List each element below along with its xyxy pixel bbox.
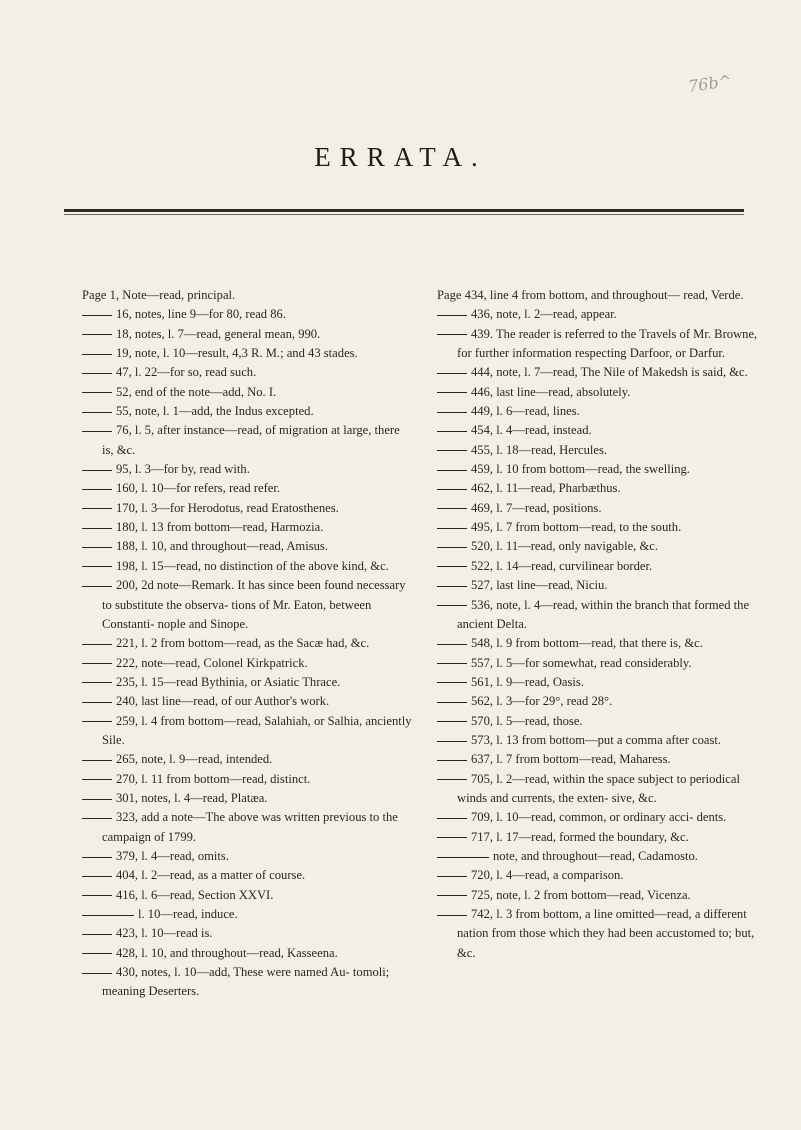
ditto-dash <box>437 702 467 703</box>
erratum-entry <box>437 479 767 498</box>
ditto-dash <box>82 721 112 722</box>
erratum-entry <box>82 789 412 808</box>
erratum-text: 222, note—read, Colonel Kirkpatrick. <box>116 655 308 670</box>
ditto-dash <box>437 857 489 858</box>
erratum-entry <box>437 770 767 809</box>
erratum-entry <box>82 363 412 382</box>
ditto-dash <box>82 934 112 935</box>
ditto-dash <box>82 354 112 355</box>
ditto-dash <box>82 644 112 645</box>
ditto-dash <box>437 663 467 664</box>
ditto-dash <box>437 586 467 587</box>
erratum-text: 235, l. 15—read Bythinia, or Asiatic Thrace. <box>116 674 341 689</box>
erratum-entry <box>82 499 412 518</box>
erratum-text: 428, l. 10, and throughout—read, Kasseena. <box>116 945 338 960</box>
erratum-text: 55, note, l. 1—add, the Indus excepted. <box>116 404 314 419</box>
ditto-dash <box>82 431 112 432</box>
erratum-text: 446, last line—read, absolutely. <box>471 384 631 399</box>
erratum-text: 180, l. 13 from bottom—read, Harmozia. <box>116 520 324 535</box>
erratum-entry <box>82 673 412 692</box>
erratum-entry <box>437 499 767 518</box>
ditto-dash <box>437 470 467 471</box>
ditto-dash <box>437 741 467 742</box>
erratum-text: 430, notes, l. 10—add, These were named Au- tomoli; meaning Deserters. <box>102 965 390 999</box>
erratum-text: 1, Note—read, principal. <box>109 288 236 302</box>
ditto-dash <box>82 779 112 780</box>
erratum-entry <box>437 673 767 692</box>
ditto-dash <box>82 953 112 954</box>
erratum-text: 573, l. 13 from bottom—put a comma after coast. <box>471 732 722 747</box>
erratum-text: 18, notes, l. 7—read, general mean, 990. <box>116 326 321 341</box>
erratum-text: 19, note, l. 10—result, 4,3 R. M.; and 43 stades. <box>116 346 358 361</box>
ditto-dash <box>437 837 467 838</box>
right-column <box>437 286 767 963</box>
ditto-dash <box>82 315 112 316</box>
ditto-dash <box>82 373 112 374</box>
ditto-dash <box>82 857 112 858</box>
erratum-entry <box>437 557 767 576</box>
ditto-dash <box>82 799 112 800</box>
erratum-text: 720, l. 4—read, a comparison. <box>471 868 624 883</box>
erratum-entry <box>82 886 412 905</box>
ditto-dash <box>437 547 467 548</box>
ditto-dash <box>82 586 112 587</box>
erratum-entry <box>437 363 767 382</box>
erratum-text: 95, l. 3—for by, read with. <box>116 462 250 477</box>
erratum-text: 323, add a note—The above was written previous to the campaign of 1799. <box>102 810 398 844</box>
erratum-text: 52, end of the note—add, No. I. <box>116 384 277 399</box>
ditto-dash <box>82 547 112 548</box>
ditto-dash <box>437 431 467 432</box>
ditto-dash <box>437 682 467 683</box>
erratum-text: 449, l. 6—read, lines. <box>471 404 580 419</box>
erratum-entry <box>437 441 767 460</box>
page-prefix: Page <box>437 288 465 302</box>
erratum-entry <box>437 596 767 635</box>
erratum-entry <box>437 537 767 556</box>
erratum-entry <box>437 383 767 402</box>
erratum-entry <box>82 770 412 789</box>
erratum-entry <box>82 634 412 653</box>
erratum-text: 548, l. 9 from bottom—read, that there is, &c. <box>471 636 703 651</box>
ditto-dash <box>437 528 467 529</box>
erratum-text: 265, note, l. 9—read, intended. <box>116 752 273 767</box>
ditto-dash <box>437 876 467 877</box>
erratum-entry <box>82 518 412 537</box>
erratum-entry <box>82 344 412 363</box>
erratum-text: 570, l. 5—read, those. <box>471 713 583 728</box>
erratum-entry <box>82 750 412 769</box>
ditto-dash <box>82 412 112 413</box>
ditto-dash <box>82 566 112 567</box>
ditto-dash <box>82 895 112 896</box>
erratum-entry <box>82 537 412 556</box>
erratum-entry <box>82 944 412 963</box>
erratum-text: 423, l. 10—read is. <box>116 926 213 941</box>
erratum-entry <box>437 460 767 479</box>
ditto-dash <box>437 605 467 606</box>
erratum-text: 259, l. 4 from bottom—read, Salahiah, or Salhia, anciently Sile. <box>102 713 412 747</box>
ditto-dash <box>82 682 112 683</box>
ditto-dash <box>437 334 467 335</box>
erratum-entry <box>437 750 767 769</box>
handwritten-catalog-mark: 76b^ <box>686 71 734 96</box>
ditto-dash <box>82 508 112 509</box>
erratum-text: 469, l. 7—read, positions. <box>471 500 602 515</box>
erratum-entry <box>437 847 767 866</box>
erratum-text: 705, l. 2—read, within the space subject to periodical winds and currents, the exten- sive, &c. <box>457 771 740 805</box>
erratum-text: 47, l. 22—for so, read such. <box>116 365 257 380</box>
erratum-text: 522, l. 14—read, curvilinear border. <box>471 558 653 573</box>
erratum-entry <box>437 886 767 905</box>
erratum-text: 301, notes, l. 4—read, Platæa. <box>116 790 268 805</box>
erratum-text: l. 10—read, induce. <box>138 907 238 921</box>
erratum-entry <box>437 518 767 537</box>
erratum-text: 557, l. 5—for somewhat, read considerably. <box>471 655 692 670</box>
erratum-text: 439. The reader is referred to the Travels of Mr. Browne, for further information respecting Darfoor, or Darfur. <box>457 326 758 361</box>
erratum-text: 495, l. 7 from bottom—read, to the south. <box>471 520 682 535</box>
ditto-dash <box>437 450 467 451</box>
ditto-dash <box>437 392 467 393</box>
left-column <box>82 286 412 1002</box>
erratum-entry <box>437 828 767 847</box>
ditto-dash <box>437 373 467 374</box>
erratum-text: 416, l. 6—read, Section XXVI. <box>116 887 274 902</box>
erratum-entry <box>82 808 412 847</box>
page-prefix: Page <box>82 288 110 302</box>
erratum-entry <box>82 402 412 421</box>
erratum-entry <box>82 305 412 324</box>
ditto-dash <box>437 721 467 722</box>
erratum-entry <box>437 654 767 673</box>
erratum-entry <box>82 866 412 885</box>
ditto-dash <box>82 392 112 393</box>
erratum-text: 444, note, l. 7—read, The Nile of Makedsh is said, &c. <box>471 365 748 380</box>
erratum-text: 527, last line—read, Niciu. <box>471 578 608 593</box>
erratum-entry <box>82 421 412 460</box>
ditto-dash <box>82 973 112 974</box>
erratum-text: 709, l. 10—read, common, or ordinary acci- dents. <box>471 810 727 825</box>
erratum-text: 520, l. 11—read, only navigable, &c. <box>471 539 658 554</box>
erratum-text: 170, l. 3—for Herodotus, read Eratosthenes. <box>116 500 339 515</box>
ditto-dash <box>437 489 467 490</box>
ditto-dash <box>82 876 112 877</box>
ditto-dash <box>82 663 112 664</box>
erratum-entry <box>437 305 767 324</box>
ditto-dash <box>437 315 467 316</box>
erratum-entry <box>82 479 412 498</box>
erratum-entry <box>82 460 412 479</box>
ditto-dash <box>437 915 467 916</box>
ditto-dash <box>82 915 134 916</box>
erratum-text: 188, l. 10, and throughout—read, Amisus. <box>116 539 328 554</box>
erratum-entry <box>82 325 412 344</box>
ditto-dash <box>82 818 112 819</box>
erratum-text: 742, l. 3 from bottom, a line omitted—read, a different nation from those which they had been accustomed to; but, &c. <box>457 907 755 960</box>
ditto-dash <box>82 528 112 529</box>
title-rule-thick <box>64 209 744 212</box>
erratum-entry <box>437 712 767 731</box>
erratum-text: 76, l. 5, after instance—read, of migration at large, there is, &c. <box>102 423 400 457</box>
erratum-text: 200, 2d note—Remark. It has since been found necessary to substitute the observa- tions of Mr. Eaton, between Constanti- nople and Sinope. <box>102 578 406 631</box>
erratum-entry <box>82 286 412 305</box>
erratum-text: 455, l. 18—read, Hercules. <box>471 442 608 457</box>
erratum-text: 459, l. 10 from bottom—read, the swelling. <box>471 462 690 477</box>
erratum-text: 562, l. 3—for 29°, read 28°. <box>471 694 613 709</box>
erratum-entry <box>437 808 767 827</box>
ditto-dash <box>82 489 112 490</box>
erratum-entry <box>437 421 767 440</box>
ditto-dash <box>437 508 467 509</box>
ditto-dash <box>82 470 112 471</box>
erratum-text: 717, l. 17—read, formed the boundary, &c. <box>471 829 689 844</box>
erratum-text: 536, note, l. 4—read, within the branch that formed the ancient Delta. <box>457 597 750 631</box>
erratum-text: note, and throughout—read, Cadamosto. <box>493 848 698 863</box>
erratum-entry <box>437 731 767 750</box>
erratum-text: 434, line 4 from bottom, and throughout— read, Verde. <box>464 288 744 302</box>
erratum-entry <box>437 325 767 364</box>
ditto-dash <box>437 895 467 896</box>
erratum-entry <box>82 924 412 943</box>
erratum-entry <box>82 654 412 673</box>
erratum-entry <box>82 905 412 924</box>
ditto-dash <box>437 566 467 567</box>
erratum-text: 454, l. 4—read, instead. <box>471 423 592 438</box>
erratum-entry <box>437 634 767 653</box>
erratum-entry <box>437 866 767 885</box>
erratum-entry <box>82 383 412 402</box>
erratum-entry <box>82 576 412 634</box>
ditto-dash <box>82 334 112 335</box>
erratum-text: 561, l. 9—read, Oasis. <box>471 674 584 689</box>
erratum-text: 221, l. 2 from bottom—read, as the Sacæ had, &c. <box>116 636 370 651</box>
erratum-text: 270, l. 11 from bottom—read, distinct. <box>116 771 311 786</box>
ditto-dash <box>437 644 467 645</box>
erratum-text: 160, l. 10—for refers, read refer. <box>116 481 280 496</box>
ditto-dash <box>437 779 467 780</box>
erratum-text: 436, note, l. 2—read, appear. <box>471 307 617 322</box>
erratum-text: 198, l. 15—read, no distinction of the above kind, &c. <box>116 558 389 573</box>
ditto-dash <box>437 818 467 819</box>
erratum-entry <box>437 402 767 421</box>
title-rule-thin <box>64 214 744 215</box>
erratum-entry <box>437 286 767 305</box>
erratum-text: 725, note, l. 2 from bottom—read, Vicenza. <box>471 887 691 902</box>
ditto-dash <box>82 702 112 703</box>
erratum-text: 16, notes, line 9—for 80, read 86. <box>116 307 286 322</box>
ditto-dash <box>437 760 467 761</box>
ditto-dash <box>82 760 112 761</box>
erratum-text: 404, l. 2—read, as a matter of course. <box>116 868 306 883</box>
erratum-entry <box>82 847 412 866</box>
erratum-text: 462, l. 11—read, Pharbæthus. <box>471 481 621 496</box>
erratum-entry <box>82 712 412 751</box>
erratum-entry <box>437 576 767 595</box>
erratum-entry <box>437 905 767 963</box>
ditto-dash <box>437 412 467 413</box>
erratum-text: 637, l. 7 from bottom—read, Maharess. <box>471 752 671 767</box>
page-title: ERRATA. <box>314 142 487 172</box>
erratum-entry <box>82 963 412 1002</box>
erratum-text: 240, last line—read, of our Author's work. <box>116 694 330 709</box>
erratum-text: 379, l. 4—read, omits. <box>116 848 229 863</box>
erratum-entry <box>82 557 412 576</box>
erratum-entry <box>82 692 412 711</box>
erratum-entry <box>437 692 767 711</box>
